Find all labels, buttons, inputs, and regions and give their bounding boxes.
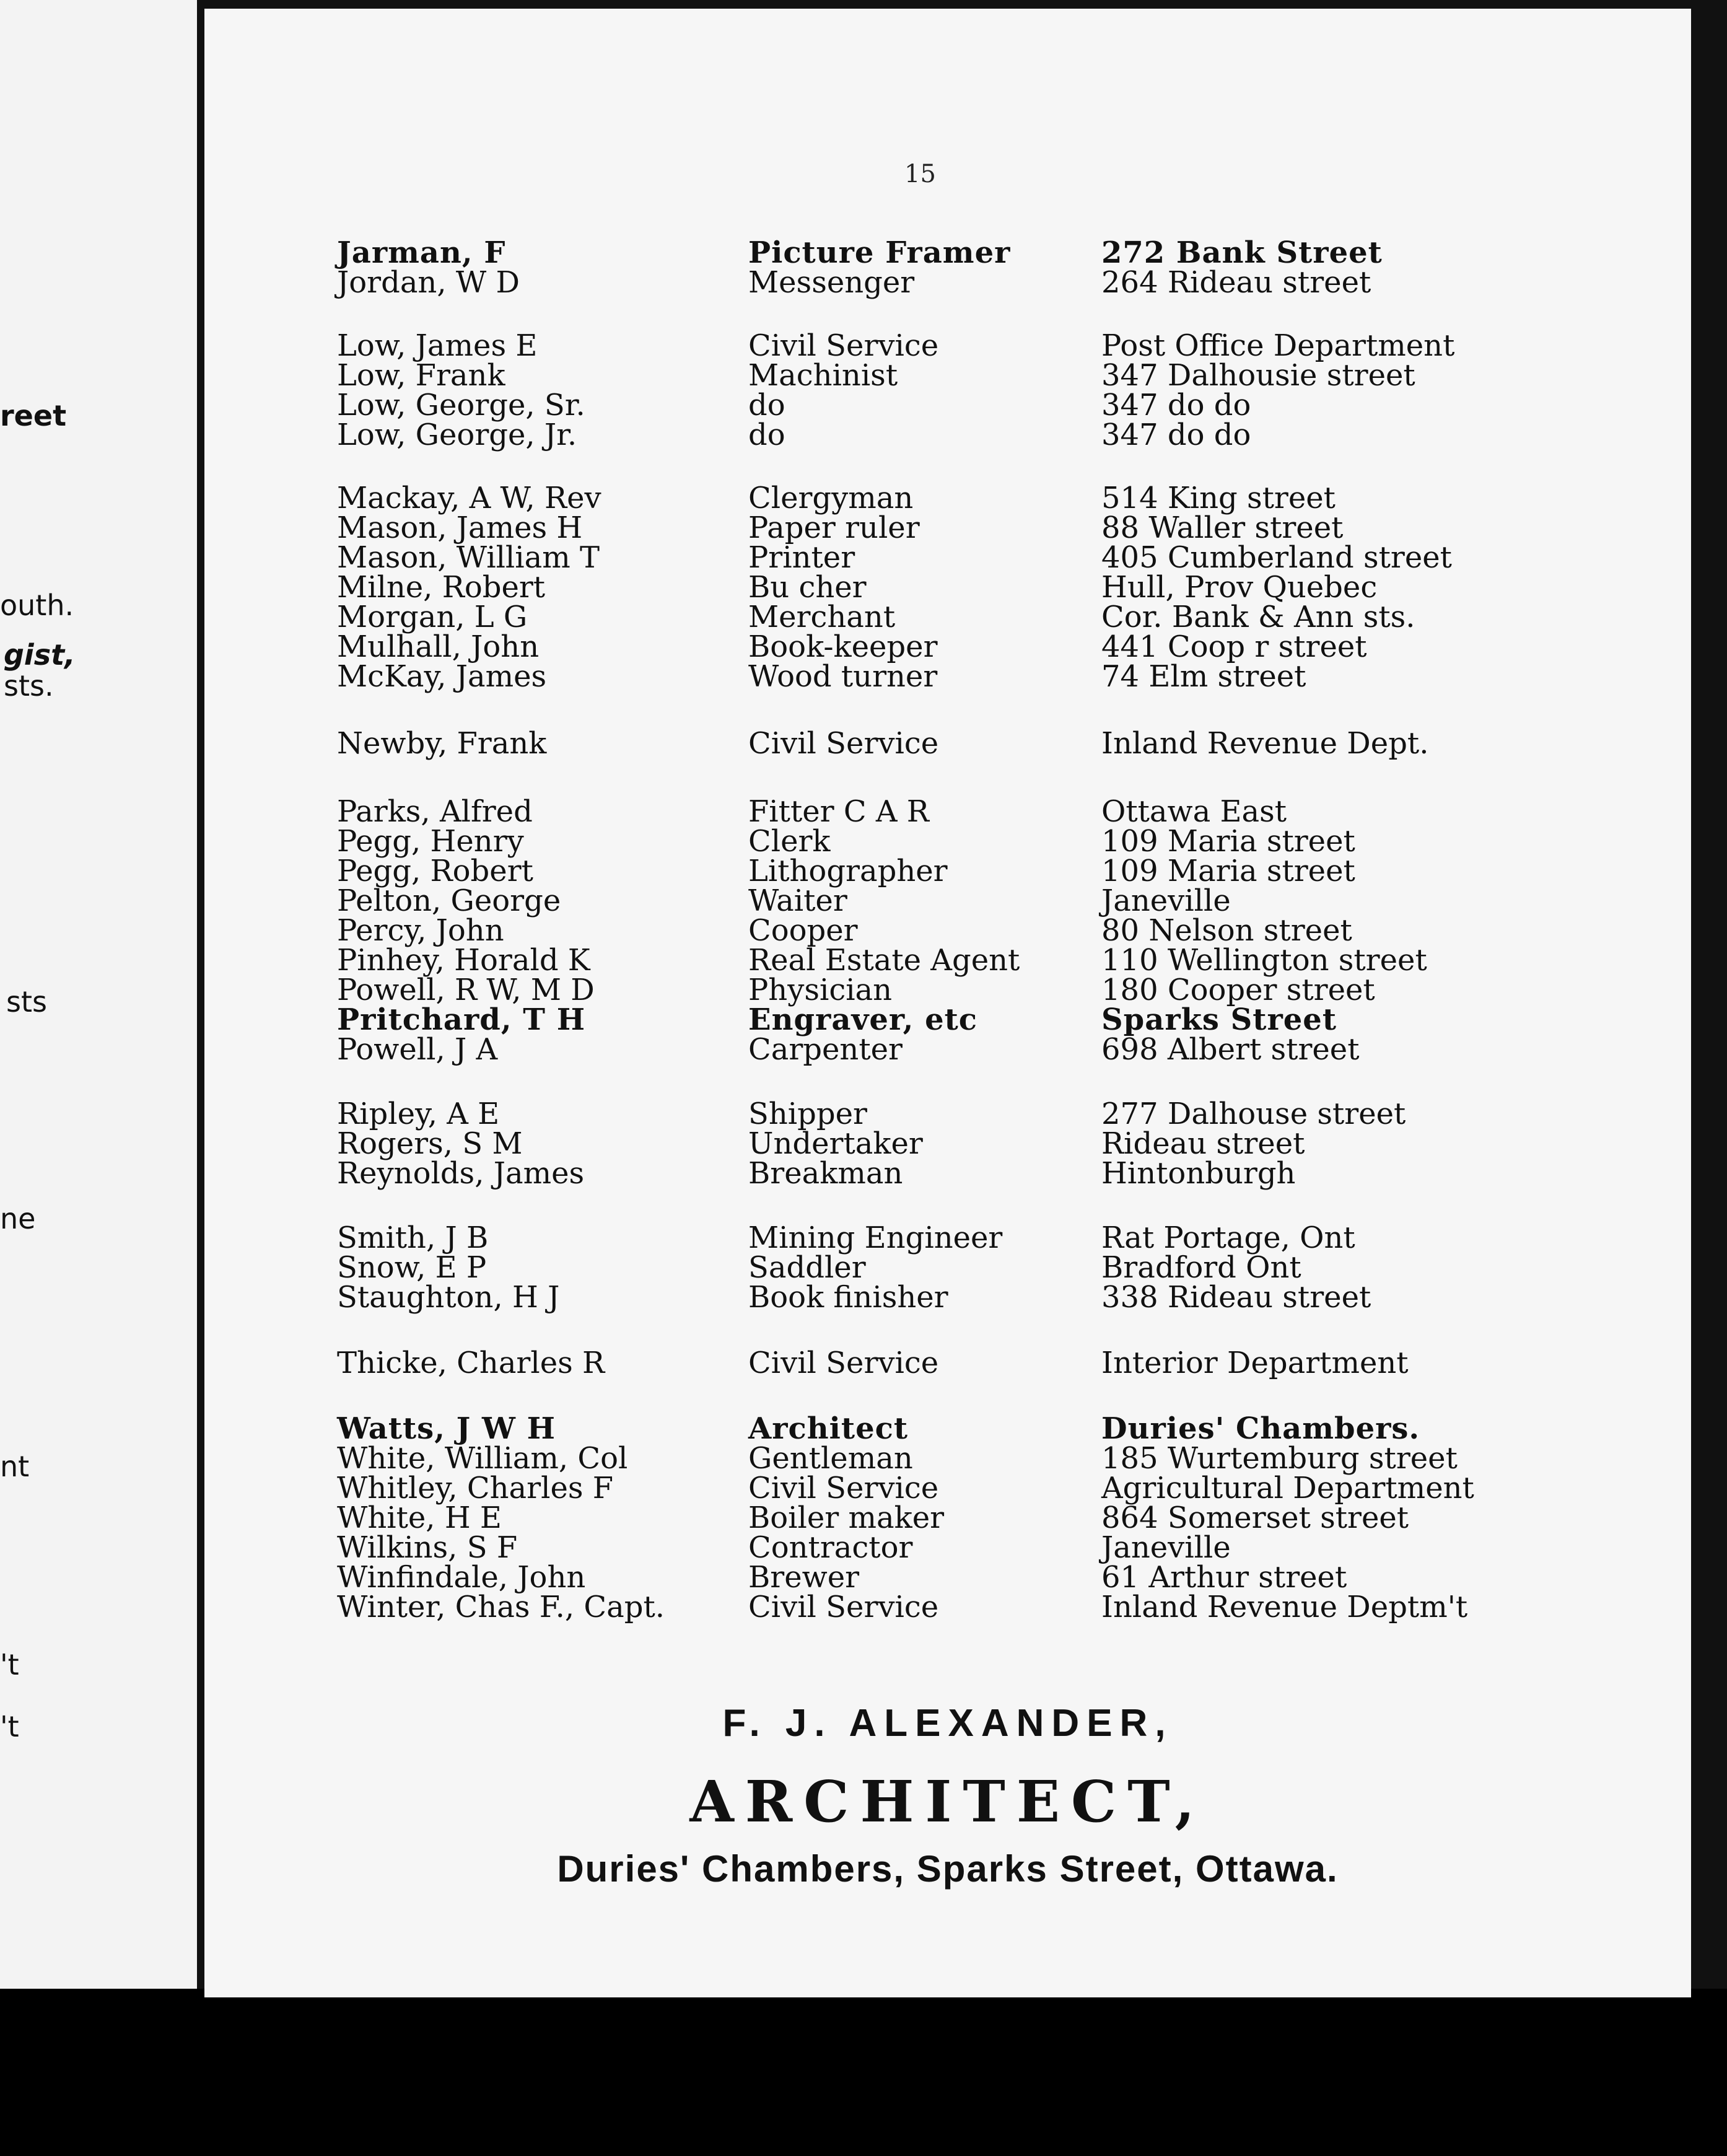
facing-page-fragment: outh. (0, 589, 74, 622)
entry-occupation: Clerk (748, 824, 831, 859)
entry-name: Rogers, S M (337, 1126, 523, 1161)
entry-address: Rat Portage, Ont (1101, 1220, 1355, 1255)
directory-entry (204, 358, 1691, 393)
entry-name: Snow, E P (337, 1250, 487, 1285)
entry-name: Powell, R W, M D (337, 973, 595, 1007)
directory-page (204, 0, 1691, 1997)
directory-entry (204, 1280, 1691, 1315)
entry-name: Wilkins, S F (337, 1530, 518, 1565)
entry-address: 180 Cooper street (1101, 973, 1375, 1007)
entry-occupation: Undertaker (748, 1126, 923, 1161)
entry-address: Bradford Ont (1101, 1250, 1301, 1285)
directory-entry (204, 726, 1691, 761)
entry-name: Pegg, Henry (337, 824, 524, 859)
entry-occupation: Merchant (748, 600, 896, 634)
directory-entry (204, 1126, 1691, 1161)
directory-entry (204, 1032, 1691, 1067)
entry-address: 347 do do (1101, 418, 1251, 452)
entry-occupation: Book-keeper (748, 629, 938, 664)
entry-occupation: Brewer (748, 1560, 860, 1595)
entry-address: Agricultural Department (1101, 1471, 1474, 1505)
entry-occupation: Printer (748, 540, 855, 575)
entry-occupation: Boiler maker (748, 1501, 945, 1535)
entry-address: 109 Maria street (1101, 854, 1355, 888)
entry-name: Percy, John (337, 913, 504, 948)
entry-name: Morgan, L G (337, 600, 528, 634)
facing-page (0, 0, 201, 1989)
facing-page-fragment: ne (0, 1202, 36, 1235)
entry-occupation: Fitter C A R (748, 794, 929, 829)
directory-entry (204, 1590, 1691, 1624)
entry-occupation: Saddler (748, 1250, 866, 1285)
directory-entry (204, 1097, 1691, 1131)
entry-address: 74 Elm street (1101, 659, 1306, 694)
entry-name: Pinhey, Horald K (337, 943, 590, 978)
entry-address: Duries' Chambers. (1101, 1411, 1420, 1446)
entry-occupation: Clergyman (748, 481, 914, 515)
advertisement-name: F. J. ALEXANDER, (722, 1702, 1173, 1745)
entry-name: Whitley, Charles F (337, 1471, 614, 1505)
entry-address: Rideau street (1101, 1126, 1305, 1161)
entry-occupation: Breakman (748, 1156, 903, 1191)
entry-occupation: do (748, 388, 785, 423)
directory-entry (204, 1560, 1691, 1595)
entry-address: Ottawa East (1101, 794, 1287, 829)
entry-name: Mackay, A W, Rev (337, 481, 601, 515)
directory-entry (204, 883, 1691, 918)
directory-entry (204, 913, 1691, 948)
page-number: 15 (904, 160, 936, 188)
entry-occupation: Paper ruler (748, 511, 920, 545)
entry-address: 405 Cumberland street (1101, 540, 1452, 575)
entry-occupation: Civil Service (748, 1471, 939, 1505)
entry-name: Mulhall, John (337, 629, 540, 664)
directory-entry (204, 1220, 1691, 1255)
facing-page-fragment: reet (0, 399, 67, 432)
facing-page-fragment: gist, (4, 638, 76, 672)
directory-entry (204, 1441, 1691, 1476)
entry-name: McKay, James (337, 659, 547, 694)
entry-occupation: Waiter (748, 883, 847, 918)
directory-entry (204, 481, 1691, 515)
entry-address: 88 Waller street (1101, 511, 1344, 545)
entry-name: White, William, Col (337, 1441, 628, 1476)
entry-name: Low, James E (337, 328, 538, 363)
directory-entry (204, 629, 1691, 664)
facing-page-fragment: 't (0, 1710, 19, 1743)
entry-address: Interior Department (1101, 1346, 1409, 1380)
entry-occupation: Book finisher (748, 1280, 948, 1315)
entry-address: 347 do do (1101, 388, 1251, 423)
entry-occupation: Civil Service (748, 328, 939, 363)
entry-address: Hull, Prov Quebec (1101, 570, 1378, 605)
entry-name: Winter, Chas F., Capt. (337, 1590, 665, 1624)
entry-name: White, H E (337, 1501, 502, 1535)
entry-address: 514 King street (1101, 481, 1336, 515)
entry-address: 698 Albert street (1101, 1032, 1360, 1067)
entry-name: Jarman, F (337, 235, 506, 270)
directory-entry (204, 943, 1691, 978)
directory-entry (204, 659, 1691, 694)
directory-entry (204, 1346, 1691, 1380)
entry-address: 277 Dalhouse street (1101, 1097, 1406, 1131)
entry-address: 110 Wellington street (1101, 943, 1427, 978)
directory-entry (204, 794, 1691, 829)
directory-entry (204, 1002, 1691, 1037)
directory-entry (204, 235, 1691, 270)
directory-entry (204, 600, 1691, 634)
entry-address: 185 Wurtemburg street (1101, 1441, 1458, 1476)
directory-entry (204, 973, 1691, 1007)
entry-address: 338 Rideau street (1101, 1280, 1371, 1315)
entry-occupation: Gentleman (748, 1441, 913, 1476)
directory-entry (204, 388, 1691, 423)
entry-address: 272 Bank Street (1101, 235, 1383, 270)
directory-entry (204, 1156, 1691, 1191)
entry-name: Smith, J B (337, 1220, 489, 1255)
entry-name: Watts, J W H (337, 1411, 556, 1446)
entry-occupation: Bu cher (748, 570, 867, 605)
entry-occupation: Carpenter (748, 1032, 903, 1067)
entry-name: Staughton, H J (337, 1280, 560, 1315)
facing-page-fragment: sts (6, 985, 47, 1019)
entry-occupation: Wood turner (748, 659, 938, 694)
directory-entry (204, 1250, 1691, 1285)
entry-occupation: Civil Service (748, 726, 939, 761)
entry-occupation: Mining Engineer (748, 1220, 1003, 1255)
directory-entry (204, 328, 1691, 363)
facing-page-fragment: 't (0, 1648, 19, 1681)
directory-entry (204, 1411, 1691, 1446)
entry-address: 109 Maria street (1101, 824, 1355, 859)
entry-name: Low, Frank (337, 358, 505, 393)
entry-address: 264 Rideau street (1101, 265, 1371, 300)
entry-occupation: Messenger (748, 265, 915, 300)
directory-entry (204, 1530, 1691, 1565)
entry-occupation: Physician (748, 973, 893, 1007)
directory-entry (204, 824, 1691, 859)
advertisement-title: ARCHITECT, (689, 1768, 1206, 1835)
entry-occupation: Picture Framer (748, 235, 1011, 270)
entry-name: Low, George, Jr. (337, 418, 577, 452)
entry-name: Mason, James H (337, 511, 583, 545)
entry-occupation: Architect (748, 1411, 908, 1446)
entry-occupation: Real Estate Agent (748, 943, 1020, 978)
directory-entry (204, 1471, 1691, 1505)
entry-address: 80 Nelson street (1101, 913, 1352, 948)
entry-occupation: Civil Service (748, 1346, 939, 1380)
entry-address: 347 Dalhousie street (1101, 358, 1415, 393)
entry-address: Janeville (1101, 883, 1231, 918)
entry-name: Winfindale, John (337, 1560, 586, 1595)
entry-address: Cor. Bank & Ann sts. (1101, 600, 1415, 634)
directory-entry (204, 1501, 1691, 1535)
entry-occupation: do (748, 418, 785, 452)
entry-name: Pegg, Robert (337, 854, 533, 888)
facing-page-fragment: nt (0, 1450, 30, 1483)
entry-occupation: Engraver, etc (748, 1002, 978, 1037)
entry-occupation: Civil Service (748, 1590, 939, 1624)
entry-address: Post Office Department (1101, 328, 1455, 363)
entry-name: Low, George, Sr. (337, 388, 585, 423)
entry-name: Thicke, Charles R (337, 1346, 605, 1380)
entry-name: Powell, J A (337, 1032, 498, 1067)
page-edge (1691, 0, 1727, 1989)
entry-name: Parks, Alfred (337, 794, 533, 829)
entry-occupation: Contractor (748, 1530, 913, 1565)
entry-occupation: Cooper (748, 913, 858, 948)
entry-name: Newby, Frank (337, 726, 547, 761)
entry-address: Janeville (1101, 1530, 1231, 1565)
entry-occupation: Shipper (748, 1097, 867, 1131)
advertisement-address: Duries' Chambers, Sparks Street, Ottawa. (557, 1848, 1339, 1890)
entry-name: Pelton, George (337, 883, 561, 918)
entry-address: 61 Arthur street (1101, 1560, 1347, 1595)
entry-address: 441 Coop r street (1101, 629, 1367, 664)
directory-entry (204, 854, 1691, 888)
entry-name: Ripley, A E (337, 1097, 500, 1131)
directory-entry (204, 540, 1691, 575)
entry-name: Reynolds, James (337, 1156, 585, 1191)
entry-address: Hintonburgh (1101, 1156, 1296, 1191)
entry-address: Inland Revenue Deptm't (1101, 1590, 1468, 1624)
entry-address: Inland Revenue Dept. (1101, 726, 1429, 761)
entry-occupation: Machinist (748, 358, 898, 393)
entry-name: Jordan, W D (337, 265, 520, 300)
directory-entry (204, 570, 1691, 605)
facing-page-fragment: sts. (4, 669, 54, 703)
entry-name: Mason, William T (337, 540, 600, 575)
entry-address: Sparks Street (1101, 1002, 1337, 1037)
directory-entry (204, 511, 1691, 545)
directory-entry (204, 418, 1691, 452)
entry-address: 864 Somerset street (1101, 1501, 1409, 1535)
entry-occupation: Lithographer (748, 854, 948, 888)
directory-entry (204, 265, 1691, 300)
entry-name: Pritchard, T H (337, 1002, 586, 1037)
entry-name: Milne, Robert (337, 570, 546, 605)
